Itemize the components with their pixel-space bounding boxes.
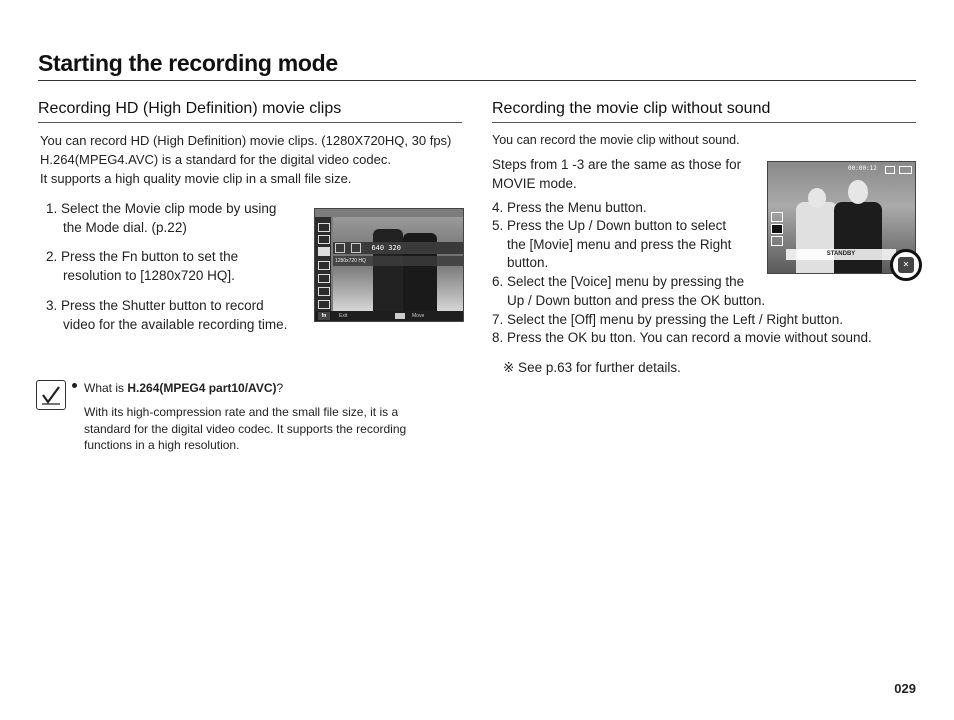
note-question <box>84 380 283 397</box>
photo-groom <box>834 202 882 274</box>
photo-face <box>808 188 826 208</box>
title-divider <box>38 80 916 81</box>
pre-line: MOVIE mode. <box>492 175 577 191</box>
step-line: 8. Press the OK bu tton. You can record a movie without sound. <box>492 330 872 345</box>
step-line: 7. Select the [Off] menu by pressing the Left / Right button. <box>492 312 843 327</box>
menu-icon <box>318 287 330 296</box>
left-section-divider <box>38 122 462 123</box>
menu-icon <box>318 274 330 283</box>
hd-option-icon <box>351 243 361 253</box>
page-title: Starting the recording mode <box>38 50 338 76</box>
left-step-1 <box>46 200 276 237</box>
note-icon <box>36 380 66 410</box>
page-number: 029 <box>894 681 916 696</box>
step-line: button. <box>507 255 549 270</box>
selected-resolution: 1280x720 HQ <box>333 256 464 266</box>
step-line: resolution to [1280x720 HQ]. <box>63 267 235 283</box>
recording-time: 00:00:12 <box>848 165 877 172</box>
fn-button-icon: fn <box>318 312 330 320</box>
step-line: 1. Select the Movie clip mode by using <box>46 201 277 216</box>
left-step-3 <box>46 297 287 334</box>
exit-label: Exit <box>339 313 348 319</box>
menu-icon <box>318 223 330 232</box>
right-step-8 <box>492 329 872 348</box>
left-intro-line: It supports a high quality movie clip in a small file size. <box>40 171 352 186</box>
right-step-6 <box>492 273 765 310</box>
note-suffix: ? <box>276 381 284 395</box>
photo-face <box>848 180 868 204</box>
left-section-heading: Recording HD (High Definition) movie clips <box>38 100 342 117</box>
move-label: Move <box>412 313 425 319</box>
hd-option-icon <box>335 243 345 253</box>
note-term: H.264(MPEG4 part10/AVC) <box>127 381 277 395</box>
note-body <box>84 404 406 454</box>
left-intro-line: You can record HD (High Definition) movie clips. (1280X720HQ, 30 fps) <box>40 133 452 148</box>
right-step-5 <box>492 217 731 273</box>
step-line: the Mode dial. (p.22) <box>63 219 187 235</box>
camera-screen-resolution-menu <box>314 208 464 322</box>
right-section-heading: Recording the movie clip without sound <box>492 100 771 117</box>
screen-side-menu <box>315 217 331 312</box>
menu-icon <box>318 300 330 309</box>
left-intro <box>40 131 451 188</box>
reference-note: ※ See p.63 for further details. <box>503 360 681 375</box>
note-line: With its high-compression rate and the small file size, it is a <box>84 405 399 419</box>
menu-icon <box>318 261 330 270</box>
move-icon <box>395 313 405 319</box>
right-intro: You can record the movie clip without sound. <box>492 133 740 147</box>
left-intro-line: H.264(MPEG4.AVC) is a standard for the digital video codec. <box>40 152 391 167</box>
right-section-divider <box>492 122 916 123</box>
screen-bottom-bar <box>315 311 463 321</box>
metering-icon <box>771 236 783 246</box>
resolution-options <box>333 242 463 254</box>
note-prefix: What is <box>84 381 128 395</box>
step-line: 2. Press the Fn button to set the <box>46 249 239 264</box>
step-line: 4. Press the Menu button. <box>492 200 647 215</box>
resolution-icon <box>318 247 330 256</box>
resolution-icon <box>771 212 783 222</box>
memory-icon <box>885 166 895 174</box>
right-step-7 <box>492 311 843 330</box>
left-step-2 <box>46 248 238 285</box>
voice-off-highlight <box>890 249 922 281</box>
step-line: 3. Press the Shutter button to record <box>46 298 264 313</box>
quality-icon <box>771 224 783 234</box>
step-line: the [Movie] menu and press the Right <box>507 236 732 252</box>
pre-line: Steps from 1 -3 are the same as those for <box>492 157 742 172</box>
right-step-4 <box>492 199 647 218</box>
menu-icon <box>318 235 330 244</box>
standby-indicator: STANDBY <box>786 249 896 260</box>
note-line: functions in a high resolution. <box>84 438 240 452</box>
resolution-values: 640 320 <box>371 244 401 252</box>
note-line: standard for the digital video codec. It supports the recording <box>84 421 407 436</box>
step-line: 5. Press the Up / Down button to select <box>492 218 727 233</box>
photo-bride <box>796 202 838 274</box>
right-pre <box>492 156 741 193</box>
step-line: 6. Select the [Voice] menu by pressing the <box>492 274 745 289</box>
step-line: Up / Down button and press the OK button. <box>507 292 766 308</box>
note-bullet <box>72 383 77 388</box>
voice-mute-icon: ✕ <box>898 257 914 273</box>
step-line: video for the available recording time. <box>63 316 288 332</box>
battery-icon <box>899 166 912 174</box>
